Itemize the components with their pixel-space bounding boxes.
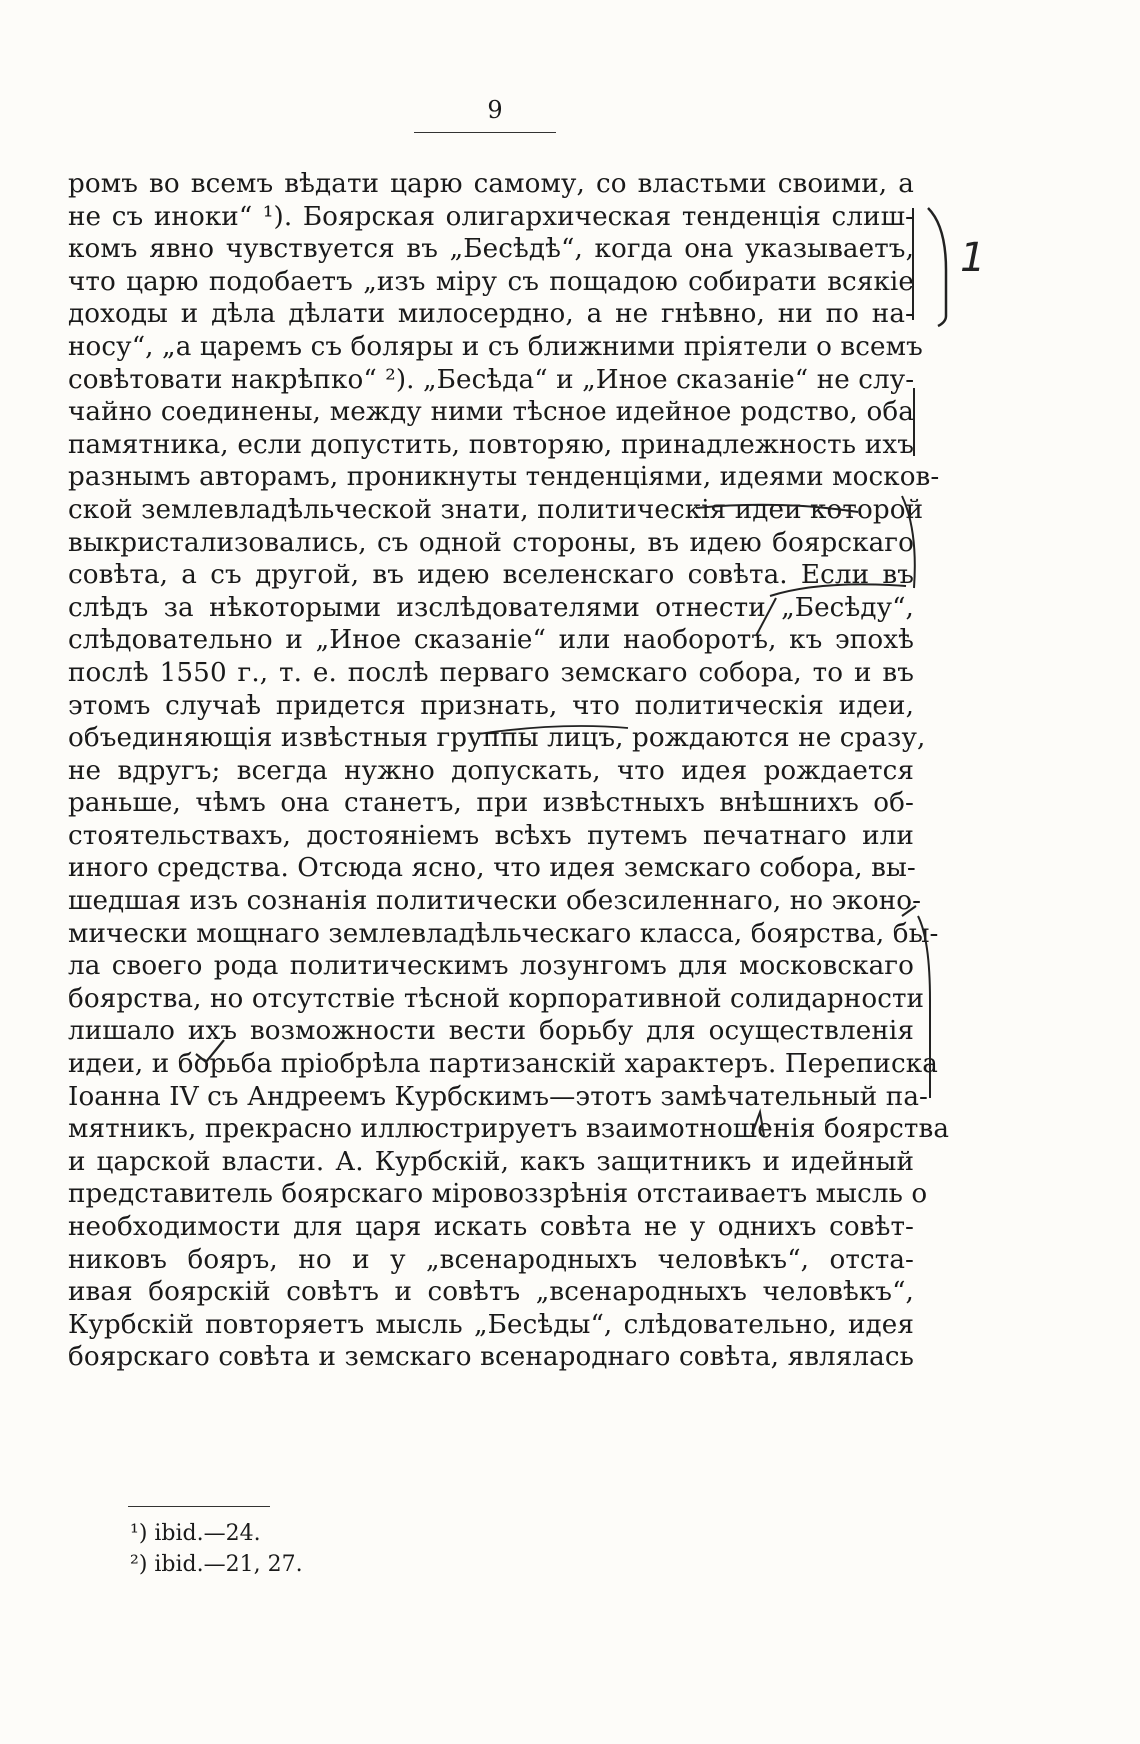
text-line: чайно соединены, между ними тѣсное идейное родство, оба: [68, 397, 914, 428]
text-line: необходимости для царя искать совѣта не у однихъ совѣт-: [68, 1212, 914, 1242]
main-text: [68, 168, 950, 1374]
text-line: совѣта, а съ другой, въ идею вселенскаго совѣта. Если въ: [68, 560, 914, 591]
text-line: Іоанна IV съ Андреемъ Курбскимъ—этотъ замѣчательный па-: [68, 1081, 928, 1112]
text-line: ромъ во всемъ вѣдати царю самому, со властьми своими, а: [68, 169, 914, 199]
text-line: не съ иноки“ ¹). Боярская олигархическая тенденція слиш-: [68, 201, 914, 232]
text-line: носу“, „а царемъ съ боляры и съ ближними пріятели о всемъ: [68, 331, 923, 362]
text-line: разнымъ авторамъ, проникнуты тенденціями, идеями москов-: [68, 462, 940, 493]
text-line: послѣ 1550 г., т. е. послѣ перваго земскаго собора, то и въ: [68, 657, 914, 688]
text-line: мически мощнаго землевладѣльческаго класса, боярства, бы-: [68, 918, 939, 949]
text-line: представитель боярскаго міровоззрѣнія отстаиваетъ мысль о: [68, 1179, 928, 1210]
text-line: объединяющія извѣстныя группы лицъ, рождаются не сразу,: [68, 723, 926, 754]
footnote: ²) ibid.—21, 27.: [130, 1552, 303, 1577]
text-line: стоятельствахъ, достояніемъ всѣхъ путемъ печатнаго или: [68, 820, 914, 851]
text-line: комъ явно чувствуется въ „Бесѣдѣ“, когда она указываетъ,: [68, 234, 914, 265]
text-line: раньше, чѣмъ она станетъ, при извѣстныхъ внѣшнихъ об-: [68, 788, 914, 819]
page-number: 9: [487, 96, 503, 124]
footnote: ¹) ibid.—24.: [130, 1521, 261, 1546]
text-line: иного средства. Отсюда ясно, что идея земскаго собора, вы-: [68, 853, 916, 884]
text-line: ивая боярскій совѣтъ и совѣтъ „всенародныхъ человѣкъ“,: [68, 1277, 914, 1308]
text-line: слѣдъ за нѣкоторыми изслѣдователями отнести „Бесѣду“,: [68, 592, 914, 623]
text-line: боярскаго совѣта и земскаго всенароднаго совѣта, являлась: [68, 1342, 914, 1373]
footnotes: [130, 1518, 303, 1580]
text-line: этомъ случаѣ придется признать, что политическія идеи,: [68, 690, 914, 721]
text-line: не вдругъ; всегда нужно допускать, что идея рождается: [68, 755, 914, 786]
text-line: ской землевладѣльческой знати, политическія идеи которой: [68, 494, 924, 525]
text-line: что царю подобаетъ „изъ міру съ пощадою собирати всякіе: [68, 266, 914, 297]
text-line: идеи, и борьба пріобрѣла партизанскій характеръ. Переписка: [68, 1049, 938, 1080]
text-line: шедшая изъ сознанія политически обезсиленнаго, но эконо-: [68, 886, 922, 917]
text-line: памятника, если допустить, повторяю, принадлежность ихъ: [68, 429, 914, 460]
text-line: Курбскій повторяетъ мысль „Бесѣды“, слѣдовательно, идея: [68, 1309, 914, 1340]
text-line: и царской власти. А. Курбскій, какъ защитникъ и идейный: [68, 1146, 914, 1177]
text-line: совѣтовати накрѣпко“ ²). „Бесѣда“ и „Иное сказаніе“ не слу-: [68, 364, 915, 395]
page-number-rule: [414, 132, 556, 133]
text-line: никовъ бояръ, но и у „всенародныхъ человѣкъ“, отста-: [68, 1244, 914, 1275]
margin-bracket-mark: [928, 208, 946, 326]
text-line: боярства, но отсутствіе тѣсной корпоративной солидарности: [68, 983, 925, 1014]
text-line: слѣдовательно и „Иное сказаніе“ или наоборотъ, къ эпохѣ: [68, 625, 914, 656]
footnote-rule: [128, 1506, 270, 1507]
text-line: выкристализовались, съ одной стороны, въ идею боярскаго: [68, 527, 914, 558]
text-line: доходы и дѣла дѣлати милосердно, а не гнѣвно, ни по на-: [68, 299, 914, 330]
text-line: ла своего рода политическимъ лозунгомъ для московскаго: [68, 951, 914, 982]
text-line: лишало ихъ возможности вести борьбу для осуществленія: [68, 1016, 914, 1047]
handwritten-margin-number: 1: [960, 235, 986, 281]
text-line: мятникъ, прекрасно иллюстрируетъ взаимотношенія боярства: [68, 1114, 950, 1145]
